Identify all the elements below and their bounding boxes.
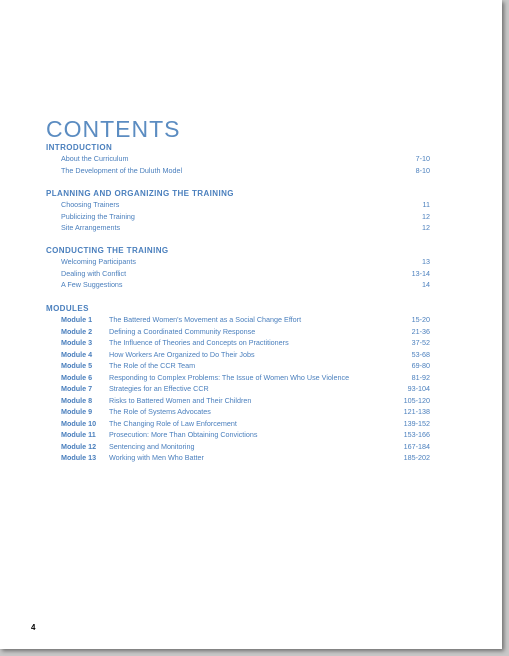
toc-entry[interactable] (46, 222, 430, 234)
entry-pages: 69-80 (411, 361, 430, 370)
entry-pages: 153-166 (403, 430, 430, 439)
section-conducting (46, 245, 430, 291)
module-label: Module 9 (61, 407, 93, 416)
entry-pages: 7-10 (415, 154, 430, 163)
module-entry[interactable] (46, 337, 430, 349)
module-entry[interactable] (46, 441, 430, 453)
module-title: Working with Men Who Batter (109, 453, 204, 462)
entry-pages: 14 (422, 280, 430, 289)
section-heading: PLANNING AND ORGANIZING THE TRAINING (46, 189, 234, 198)
entry-title: Choosing Trainers (61, 200, 120, 209)
module-title: Sentencing and Monitoring (109, 441, 195, 451)
toc-entry[interactable] (46, 211, 430, 223)
entry-pages: 21-36 (411, 326, 430, 336)
module-entry[interactable] (46, 326, 430, 338)
module-title: Strategies for an Effective CCR (109, 384, 209, 393)
entry-title: Publicizing the Training (61, 211, 135, 221)
entry-pages: 167-184 (403, 441, 430, 451)
section-heading: INTRODUCTION (46, 143, 113, 152)
module-label: Module 13 (61, 453, 97, 462)
entry-pages: 53-68 (411, 349, 430, 359)
entry-title: Site Arrangements (61, 223, 121, 232)
module-title: How Workers Are Organized to Do Their Jobs (109, 349, 255, 359)
toc-entry[interactable] (46, 279, 430, 291)
entry-title: Welcoming Participants (61, 257, 136, 266)
module-entry[interactable] (46, 395, 430, 407)
entry-title: Dealing with Conflict (61, 268, 127, 278)
module-title: The Role of Systems Advocates (109, 407, 211, 416)
module-label: Module 8 (61, 395, 93, 405)
module-label: Module 4 (61, 349, 93, 359)
page-number: 4 (31, 623, 36, 632)
toc-entry[interactable] (46, 256, 430, 268)
entry-pages: 15-20 (411, 315, 430, 324)
module-title: The Role of the CCR Team (109, 361, 196, 370)
toc-entry[interactable] (46, 199, 430, 211)
module-label: Module 3 (61, 338, 93, 347)
entry-pages: 139-152 (403, 418, 430, 428)
entry-title: About the Curriculum (61, 154, 129, 163)
module-label: Module 2 (61, 326, 93, 336)
module-title: Risks to Battered Women and Their Children (109, 395, 252, 405)
entry-pages: 185-202 (403, 453, 430, 462)
entry-pages: 12 (422, 211, 430, 221)
module-title: The Changing Role of Law Enforcement (109, 418, 237, 428)
entry-pages: 12 (422, 223, 430, 232)
entry-pages: 13-14 (411, 268, 430, 278)
module-entry[interactable] (46, 314, 430, 326)
module-label: Module 5 (61, 361, 93, 370)
section-heading: MODULES (46, 304, 89, 313)
entry-pages: 11 (422, 200, 430, 209)
module-entry[interactable] (46, 452, 430, 464)
entry-pages: 13 (422, 257, 430, 266)
module-entry[interactable] (46, 429, 430, 441)
module-title: Defining a Coordinated Community Response (109, 326, 256, 336)
entry-title: The Development of the Duluth Model (61, 165, 183, 175)
entry-pages: 8-10 (415, 165, 430, 175)
module-entry[interactable] (46, 406, 430, 418)
module-entry[interactable] (46, 383, 430, 395)
module-label: Module 12 (61, 441, 97, 451)
module-title: Prosecution: More Than Obtaining Convictions (109, 430, 258, 439)
section-modules (46, 303, 430, 464)
module-label: Module 7 (61, 384, 93, 393)
toc-entry[interactable] (46, 165, 430, 177)
module-entry[interactable] (46, 418, 430, 430)
entry-pages: 81-92 (411, 372, 430, 382)
entry-pages: 121-138 (403, 407, 430, 416)
section-planning (46, 188, 430, 234)
module-entry[interactable] (46, 349, 430, 361)
entry-pages: 105-120 (403, 395, 430, 405)
section-heading: CONDUCTING THE TRAINING (46, 246, 169, 255)
entry-pages: 37-52 (411, 338, 430, 347)
module-label: Module 6 (61, 372, 93, 382)
page-title: CONTENTS (46, 116, 181, 142)
module-entry[interactable] (46, 360, 430, 372)
entry-title: A Few Suggestions (61, 280, 123, 289)
entry-pages: 93-104 (407, 384, 430, 393)
section-introduction (46, 142, 430, 176)
module-title: Responding to Complex Problems: The Issue of Women Who Use Violence (109, 372, 350, 382)
module-entry[interactable] (46, 372, 430, 384)
toc-entry[interactable] (46, 153, 430, 165)
toc-entry[interactable] (46, 268, 430, 280)
module-label: Module 11 (61, 430, 96, 439)
module-title: The Battered Women's Movement as a Social Change Effort (109, 315, 302, 324)
module-title: The Influence of Theories and Concepts on Practitioners (109, 338, 289, 347)
module-label: Module 1 (61, 315, 93, 324)
module-label: Module 10 (61, 418, 97, 428)
